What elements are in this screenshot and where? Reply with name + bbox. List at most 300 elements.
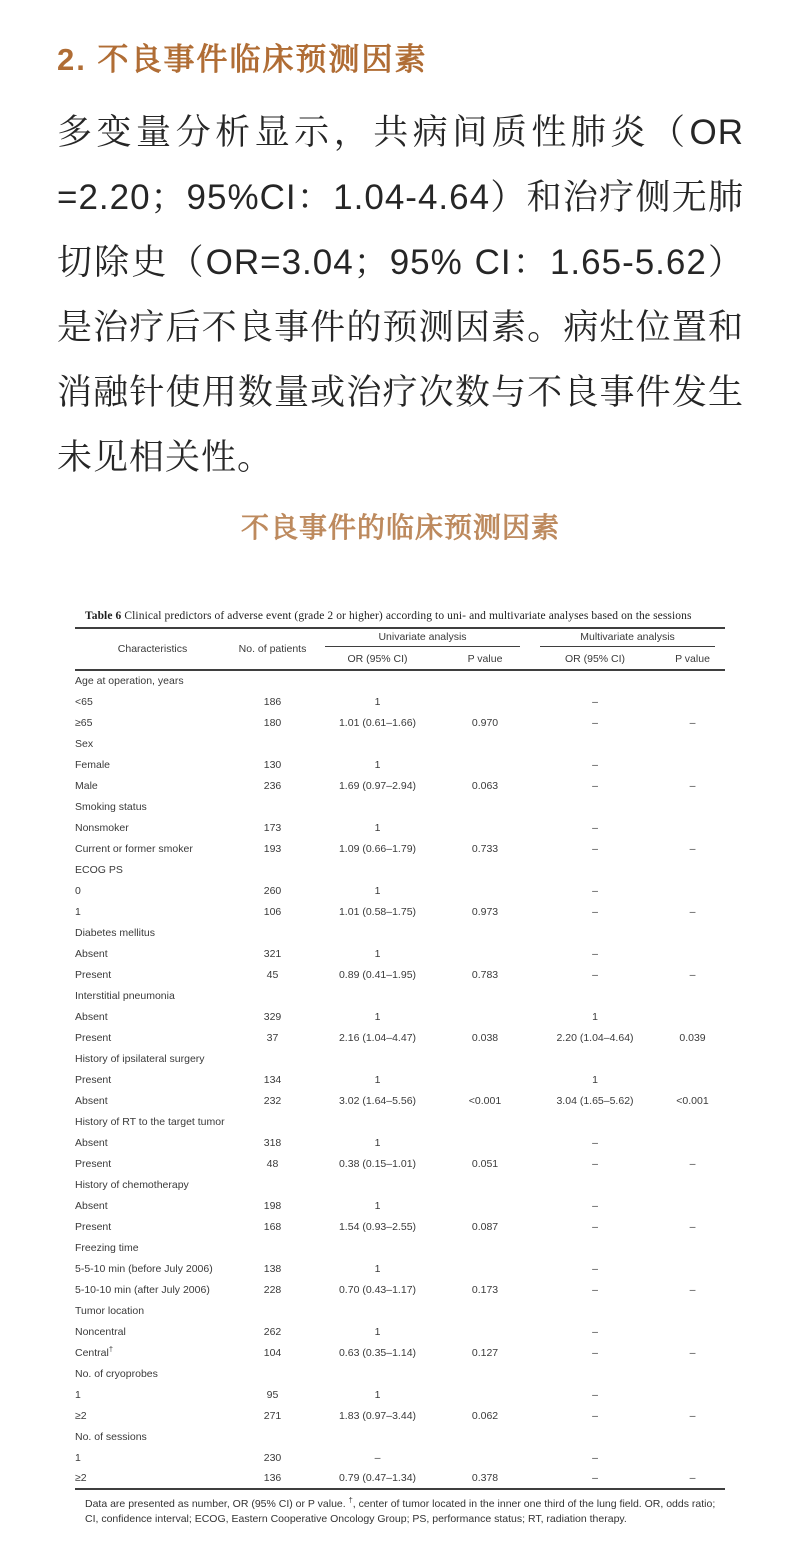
cell-value <box>440 817 530 838</box>
cell-value: <0.001 <box>676 1094 709 1107</box>
cell-value <box>440 943 530 964</box>
table-row <box>75 1321 725 1342</box>
cell-value: – <box>592 1325 598 1338</box>
cell-characteristic: No. of cryoprobes <box>75 1367 158 1380</box>
table-row <box>75 1195 725 1216</box>
cell-value <box>660 1237 725 1258</box>
cell-value <box>440 1321 530 1342</box>
section-heading: 2. 不良事件临床预测因素 <box>57 42 428 77</box>
cell-value <box>660 1447 725 1468</box>
cell-characteristic: Male <box>75 779 98 792</box>
cell-characteristic: Nonsmoker <box>75 821 129 834</box>
cell-value: 48 <box>266 1157 279 1170</box>
cell-characteristic: 1 <box>75 1451 81 1464</box>
cell-value <box>660 985 725 1006</box>
cell-value <box>230 1048 315 1069</box>
table-row <box>75 901 725 922</box>
cell-value: 1 <box>592 1073 598 1086</box>
table-row <box>75 1258 725 1279</box>
cell-value <box>315 922 440 943</box>
cell-value <box>530 1363 660 1384</box>
cell-value: – <box>592 1472 598 1484</box>
table-header <box>75 628 725 670</box>
table-row <box>75 691 725 712</box>
cell-value <box>530 1300 660 1321</box>
cell-characteristic: History of chemotherapy <box>75 1178 189 1191</box>
cell-value <box>440 796 530 817</box>
cell-value <box>440 922 530 943</box>
cell-value <box>440 1048 530 1069</box>
cell-value <box>530 1048 660 1069</box>
cell-value <box>230 859 315 880</box>
cell-value <box>440 1447 530 1468</box>
cell-value <box>230 1300 315 1321</box>
cell-value: – <box>689 968 696 981</box>
cell-value <box>230 733 315 754</box>
cell-value <box>440 670 530 691</box>
cell-value: 138 <box>263 1262 282 1275</box>
cell-value: 136 <box>263 1472 282 1484</box>
cell-characteristic: Sex <box>75 737 94 750</box>
cell-value: 0.89 (0.41–1.95) <box>338 968 417 981</box>
paragraph-line: 切除史（OR=3.04；95% CI：1.65-5.62） <box>57 243 744 282</box>
cell-value <box>440 1174 530 1195</box>
cell-value <box>440 1069 530 1090</box>
cell-value: 3.04 (1.65–5.62) <box>556 1094 634 1107</box>
cell-value: – <box>592 1262 598 1275</box>
paragraph-line: 消融针使用数量或治疗次数与不良事件发生 <box>57 373 744 412</box>
table-row <box>75 1279 725 1300</box>
cell-value: 329 <box>263 1010 282 1023</box>
table-row <box>75 1342 725 1363</box>
cell-value <box>440 1237 530 1258</box>
table-row <box>75 1027 725 1048</box>
cell-value <box>230 1111 315 1132</box>
cell-value: – <box>374 1451 381 1464</box>
cell-value: – <box>689 779 696 792</box>
cell-value: – <box>592 884 598 897</box>
footnote-dagger: † <box>348 1495 353 1505</box>
table-category-row <box>75 733 725 754</box>
cell-value: 318 <box>263 1136 282 1149</box>
cell-value <box>660 754 725 775</box>
table-caption-text: Clinical predictors of adverse event (grade 2 or higher) according to uni- and multivariate analyses based on the sessions <box>121 610 692 622</box>
cell-value: – <box>592 947 598 960</box>
cell-value <box>660 943 725 964</box>
cell-value <box>315 1237 440 1258</box>
cell-value <box>530 985 660 1006</box>
cell-characteristic: Absent <box>75 1136 108 1149</box>
cell-value <box>440 1300 530 1321</box>
cell-value <box>530 733 660 754</box>
cell-characteristic: 1 <box>75 905 81 918</box>
cell-value: – <box>592 1157 598 1170</box>
table-row <box>75 1384 725 1405</box>
cell-value <box>660 733 725 754</box>
cell-value: 271 <box>263 1409 282 1422</box>
cell-characteristic: Absent <box>75 1094 108 1107</box>
table-footnote <box>75 1497 725 1527</box>
cell-value <box>230 922 315 943</box>
cell-value: – <box>689 842 696 855</box>
cell-value <box>530 1111 660 1132</box>
cell-value <box>440 1006 530 1027</box>
table-figure <box>75 610 725 1527</box>
cell-value <box>230 796 315 817</box>
cell-value <box>315 985 440 1006</box>
cell-value: 130 <box>263 758 282 771</box>
cell-value: 0.783 <box>471 968 499 981</box>
cell-value <box>660 859 725 880</box>
cell-value: 1 <box>374 1010 381 1023</box>
paragraph <box>57 100 744 490</box>
cell-characteristic: ECOG PS <box>75 863 123 876</box>
cell-value: 0.38 (0.15–1.01) <box>338 1157 417 1170</box>
table-category-row <box>75 1111 725 1132</box>
cell-characteristic: Present <box>75 1031 112 1044</box>
cell-characteristic: Absent <box>75 1199 108 1212</box>
cell-value: 0.973 <box>471 905 499 918</box>
cell-value: – <box>592 758 598 771</box>
cell-value: – <box>592 1220 598 1233</box>
cell-value <box>230 1237 315 1258</box>
cell-value: 0.70 (0.43–1.17) <box>338 1283 417 1296</box>
cell-value: – <box>592 842 598 855</box>
cell-value: 1 <box>374 1199 381 1212</box>
cell-value: 2.16 (1.04–4.47) <box>338 1031 417 1044</box>
header-univariate-label: Univariate analysis <box>325 631 520 647</box>
cell-characteristic: Freezing time <box>75 1241 139 1254</box>
cell-value: 0.039 <box>679 1031 706 1044</box>
cell-value: 236 <box>263 779 282 792</box>
table-row <box>75 1006 725 1027</box>
cell-value: 168 <box>263 1220 282 1233</box>
cell-value <box>530 1237 660 1258</box>
paragraph-line: =2.20；95%CI：1.04-4.64）和治疗侧无肺 <box>57 178 744 217</box>
cell-value: 180 <box>263 716 282 729</box>
cell-value: 321 <box>263 947 282 960</box>
cell-value: 1 <box>374 1262 381 1275</box>
cell-value: <0.001 <box>468 1094 502 1107</box>
cell-value <box>230 1426 315 1447</box>
cell-characteristic: <65 <box>75 695 93 708</box>
cell-value: 0.79 (0.47–1.34) <box>338 1472 417 1484</box>
cell-value: – <box>689 1220 696 1233</box>
cell-value: 1.01 (0.58–1.75) <box>338 905 417 918</box>
article-content <box>0 0 800 546</box>
table-row <box>75 1447 725 1468</box>
table-row <box>75 754 725 775</box>
cell-value <box>530 859 660 880</box>
cell-value: 37 <box>266 1031 279 1044</box>
table-category-row <box>75 796 725 817</box>
cell-value <box>660 880 725 901</box>
table-caption <box>75 610 725 627</box>
cell-characteristic: Absent <box>75 947 108 960</box>
cell-value <box>660 670 725 691</box>
header-characteristics: Characteristics <box>117 643 188 655</box>
cell-value <box>660 817 725 838</box>
cell-value <box>660 1258 725 1279</box>
cell-value <box>660 922 725 943</box>
cell-value <box>530 796 660 817</box>
header-p-value-univariate: P value <box>467 653 503 665</box>
cell-value <box>660 796 725 817</box>
cell-value: 0.087 <box>471 1220 499 1233</box>
table-row <box>75 1069 725 1090</box>
cell-value: 260 <box>263 884 282 897</box>
footnote-text-after: , center of tumor located in the inner one third of the lung field. OR, odds ratio; CI, confidence interval; ECOG, Eastern Cooperative Oncology Group; PS, performance status; RT, radiation therapy. <box>85 1498 716 1525</box>
cell-value: – <box>689 905 696 918</box>
cell-value: 0.063 <box>471 779 499 792</box>
cell-value <box>315 1300 440 1321</box>
cell-characteristic: 5-5-10 min (before July 2006) <box>75 1262 213 1275</box>
table-category-row <box>75 670 725 691</box>
cell-value <box>440 1195 530 1216</box>
cell-value <box>315 1048 440 1069</box>
cell-characteristic: Central† <box>75 1344 114 1359</box>
cell-value: – <box>689 1472 696 1484</box>
cell-value <box>660 1006 725 1027</box>
cell-value <box>440 1384 530 1405</box>
cell-value: 0.038 <box>471 1031 499 1044</box>
cell-value: – <box>592 1451 598 1464</box>
header-patients: No. of patients <box>238 643 307 655</box>
table-row <box>75 1132 725 1153</box>
cell-value: – <box>592 779 598 792</box>
cell-value: – <box>592 1136 598 1149</box>
cell-value <box>440 1132 530 1153</box>
cell-value: 1 <box>374 758 381 771</box>
cell-value: – <box>592 716 598 729</box>
cell-value <box>660 1069 725 1090</box>
cell-value: 1.01 (0.61–1.66) <box>338 716 417 729</box>
cell-value: 1 <box>374 947 381 960</box>
cell-characteristic: Present <box>75 1073 112 1086</box>
clinical-predictors-table <box>75 627 725 1490</box>
cell-characteristic: Present <box>75 1157 112 1170</box>
cell-value <box>440 1363 530 1384</box>
table-row <box>75 712 725 733</box>
cell-value: 1 <box>374 1136 381 1149</box>
cell-value <box>230 1174 315 1195</box>
cell-value <box>315 796 440 817</box>
cell-value: – <box>592 905 598 918</box>
cell-value: 198 <box>263 1199 282 1212</box>
cell-value <box>660 691 725 712</box>
cell-value: 45 <box>266 968 279 981</box>
header-or-ci-univariate: OR (95% CI) <box>347 653 408 665</box>
cell-value: 0.062 <box>471 1409 499 1422</box>
table-category-row <box>75 985 725 1006</box>
cell-value <box>660 1426 725 1447</box>
table-category-row <box>75 1426 725 1447</box>
table-category-row <box>75 1048 725 1069</box>
paragraph-line: 是治疗后不良事件的预测因素。病灶位置和 <box>57 308 744 347</box>
cell-value: 1.54 (0.93–2.55) <box>338 1220 417 1233</box>
table-body <box>75 670 725 1489</box>
table-row <box>75 775 725 796</box>
cell-value: 95 <box>266 1388 279 1401</box>
cell-value <box>660 1174 725 1195</box>
cell-value <box>660 1321 725 1342</box>
cell-value <box>660 1363 725 1384</box>
cell-value: 106 <box>263 905 282 918</box>
cell-characteristic: Diabetes mellitus <box>75 926 155 939</box>
cell-value: 0.63 (0.35–1.14) <box>338 1346 417 1359</box>
cell-value <box>315 1363 440 1384</box>
cell-characteristic: 0 <box>75 884 81 897</box>
table-category-row <box>75 1174 725 1195</box>
cell-value <box>230 985 315 1006</box>
footnote-text-before: Data are presented as number, OR (95% CI) or P value. <box>85 1498 349 1510</box>
cell-value: – <box>592 1199 598 1212</box>
cell-value: 1 <box>374 1388 381 1401</box>
cell-value: – <box>592 821 598 834</box>
cell-characteristic: History of ipsilateral surgery <box>75 1052 205 1065</box>
cell-value: 228 <box>263 1283 282 1296</box>
cell-value <box>440 1258 530 1279</box>
cell-value: 0.173 <box>471 1283 499 1296</box>
table-title: 不良事件的临床预测因素 <box>240 512 560 543</box>
cell-value <box>440 859 530 880</box>
cell-value: 262 <box>263 1325 282 1338</box>
cell-value: 1 <box>374 1073 381 1086</box>
cell-value: – <box>592 1409 598 1422</box>
cell-value: 2.20 (1.04–4.64) <box>556 1031 634 1044</box>
cell-value: 186 <box>263 695 282 708</box>
cell-value <box>660 1384 725 1405</box>
cell-value: 230 <box>263 1451 282 1464</box>
cell-value: 232 <box>263 1094 282 1107</box>
cell-characteristic: Present <box>75 1220 112 1233</box>
header-or-ci-multivariate: OR (95% CI) <box>564 653 626 665</box>
cell-characteristic: No. of sessions <box>75 1430 147 1443</box>
table-row <box>75 880 725 901</box>
cell-value: 1.09 (0.66–1.79) <box>338 842 417 855</box>
cell-value <box>315 733 440 754</box>
cell-value <box>660 1195 725 1216</box>
cell-value <box>660 1300 725 1321</box>
cell-value: 1.83 (0.97–3.44) <box>338 1409 417 1422</box>
cell-value: 1 <box>374 821 381 834</box>
cell-value <box>315 1111 440 1132</box>
cell-value <box>530 1426 660 1447</box>
table-category-row <box>75 1300 725 1321</box>
cell-value: – <box>592 695 598 708</box>
cell-value: 134 <box>263 1073 282 1086</box>
cell-value <box>440 754 530 775</box>
cell-value: 3.02 (1.64–5.56) <box>338 1094 417 1107</box>
cell-value <box>530 922 660 943</box>
header-univariate-group <box>315 628 530 649</box>
cell-value <box>660 1048 725 1069</box>
cell-value <box>440 1111 530 1132</box>
table-row <box>75 1216 725 1237</box>
cell-value <box>440 691 530 712</box>
cell-value <box>440 985 530 1006</box>
table-row <box>75 1090 725 1111</box>
cell-value <box>440 1426 530 1447</box>
cell-characteristic: Interstitial pneumonia <box>75 989 175 1002</box>
cell-value: – <box>592 1388 598 1401</box>
cell-value <box>660 1111 725 1132</box>
table-row <box>75 817 725 838</box>
cell-value <box>440 733 530 754</box>
cell-characteristic: 5-10-10 min (after July 2006) <box>75 1283 210 1296</box>
cell-value: – <box>592 968 598 981</box>
cell-characteristic: Age at operation, years <box>75 675 184 687</box>
table-category-row <box>75 922 725 943</box>
paragraph-line: 未见相关性。 <box>57 438 274 477</box>
cell-value: 0.733 <box>471 842 499 855</box>
cell-characteristic: Current or former smoker <box>75 842 193 855</box>
cell-value: – <box>592 1346 598 1359</box>
cell-value <box>315 1174 440 1195</box>
header-p-value-multivariate: P value <box>675 653 710 665</box>
cell-characteristic: Female <box>75 758 111 771</box>
header-multivariate-group <box>530 628 725 649</box>
cell-value: 1 <box>374 1325 381 1338</box>
cell-value: 1 <box>374 884 381 897</box>
cell-value: 0.051 <box>471 1157 499 1170</box>
cell-value: 0.970 <box>471 716 499 729</box>
table-caption-label: Table 6 <box>85 610 122 622</box>
table-row <box>75 964 725 985</box>
cell-value: – <box>689 1409 696 1422</box>
table-row <box>75 1468 725 1489</box>
cell-value <box>530 670 660 691</box>
cell-value <box>315 1426 440 1447</box>
cell-value: – <box>689 1157 696 1170</box>
cell-value <box>530 1174 660 1195</box>
paragraph-line: 多变量分析显示，共病间质性肺炎（OR <box>57 113 744 152</box>
cell-value: 0.127 <box>471 1346 499 1359</box>
table-row <box>75 1153 725 1174</box>
cell-value: 0.378 <box>471 1472 499 1484</box>
cell-characteristic: History of RT to the target tumor <box>75 1115 225 1128</box>
cell-characteristic: Tumor location <box>75 1304 145 1317</box>
cell-value: 104 <box>263 1346 282 1359</box>
table-category-row <box>75 1363 725 1384</box>
cell-value: – <box>689 1346 696 1359</box>
cell-characteristic: Present <box>75 968 112 981</box>
cell-value: 173 <box>263 821 282 834</box>
cell-value: – <box>689 1283 696 1296</box>
cell-characteristic: Noncentral <box>75 1325 126 1338</box>
table-row <box>75 838 725 859</box>
cell-characteristic: 1 <box>75 1388 81 1401</box>
table-row <box>75 943 725 964</box>
cell-value: 1 <box>592 1010 598 1023</box>
cell-value <box>230 1363 315 1384</box>
cell-characteristic: ≥65 <box>75 716 93 729</box>
cell-characteristic: Absent <box>75 1010 108 1023</box>
header-multivariate-label: Multivariate analysis <box>540 631 715 647</box>
cell-value <box>230 670 315 691</box>
cell-value: 1 <box>374 695 381 708</box>
table-category-row <box>75 859 725 880</box>
cell-value: 1.69 (0.97–2.94) <box>338 779 417 792</box>
cell-value <box>660 1132 725 1153</box>
cell-value <box>315 670 440 691</box>
table-category-row <box>75 1237 725 1258</box>
cell-characteristic: ≥2 <box>75 1409 87 1422</box>
cell-value: – <box>689 716 696 729</box>
cell-value <box>440 880 530 901</box>
cell-value: 193 <box>263 842 282 855</box>
table-row <box>75 1405 725 1426</box>
